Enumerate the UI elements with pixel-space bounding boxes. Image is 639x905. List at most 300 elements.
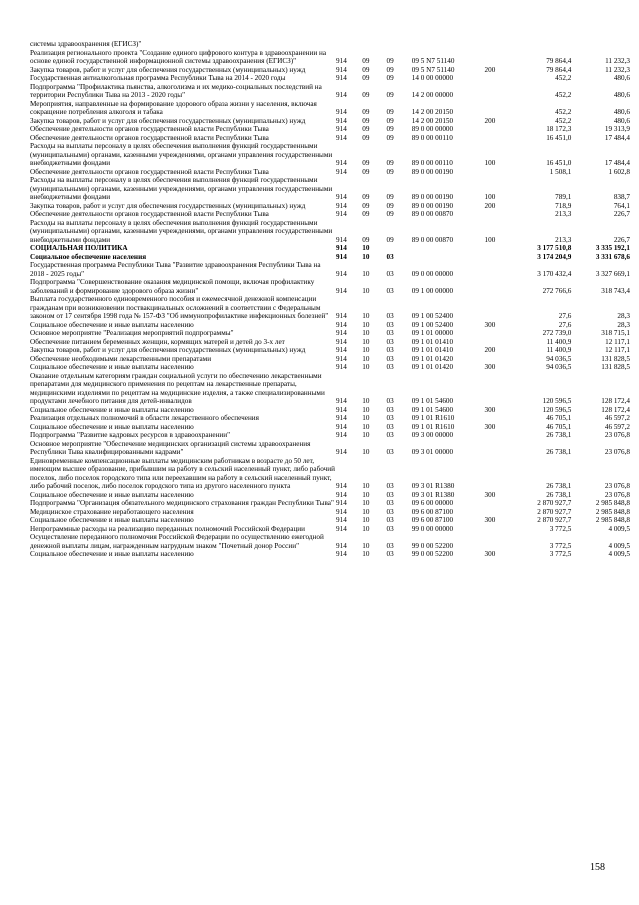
page-number: 158 xyxy=(590,862,605,873)
target-item-code: 09 5 N7 51140 xyxy=(411,65,455,74)
table-row xyxy=(30,440,630,457)
table-row xyxy=(30,244,630,253)
target-item-code: 89 0 00 00870 xyxy=(411,210,454,218)
ministry-code: 914 xyxy=(336,235,347,244)
expense-type-code: 200 xyxy=(484,65,496,74)
amount-year-2: 2 985 848,8 xyxy=(595,499,630,507)
ministry-code: 914 xyxy=(336,65,347,74)
row-name: Социальное обеспечение и иные выплаты населению xyxy=(30,490,194,499)
expense-type-code xyxy=(485,499,511,508)
target-item-code xyxy=(412,244,485,253)
expense-type-code xyxy=(485,329,511,338)
target-item-code: 09 6 00 87100 xyxy=(411,507,454,516)
row-name: Обеспечение деятельности органов государственной власти Республики Тыва xyxy=(30,210,269,218)
section-code: 10 xyxy=(362,550,370,558)
amount-year-2: 480,6 xyxy=(613,116,630,125)
section-code: 10 xyxy=(362,524,370,533)
section-code: 09 xyxy=(362,91,370,99)
amount-year-1: 11 400,9 xyxy=(546,337,572,346)
subsection-code xyxy=(387,244,412,253)
amount-year-2: 226,7 xyxy=(613,235,630,244)
row-name: Социальное обеспечение населения xyxy=(30,252,147,261)
row-name: Подпрограмма "Организация обязательного медицинского страхования граждан Республики Тыва" xyxy=(30,499,334,507)
ministry-code: 914 xyxy=(336,431,347,439)
target-item-code: 89 0 00 00190 xyxy=(411,201,454,210)
subsection-code: 03 xyxy=(386,414,394,422)
target-item-code: 09 6 00 87100 xyxy=(411,516,454,524)
section-code: 10 xyxy=(362,252,370,261)
subsection-code: 03 xyxy=(386,320,394,329)
amount-year-1: 26 738,1 xyxy=(546,490,572,499)
table-row xyxy=(30,499,630,508)
amount-year-1: 272 766,6 xyxy=(542,286,572,295)
target-item-code: 09 1 00 52400 xyxy=(411,320,454,329)
section-code: 10 xyxy=(362,312,370,320)
row-name: Оказание отдельным категориям граждан социальной услуги по обеспечению лекарственными препаратами для медицинского применения по рецептам на лекарственные препараты, медицинскими изделиями по рецептам на медицинские изделия, а также специализированными продуктами лечебного питания для детей-инвалидов xyxy=(30,371,325,405)
expense-type-code xyxy=(485,261,511,278)
ministry-code: 914 xyxy=(336,133,347,142)
expense-type-code: 300 xyxy=(484,405,496,414)
section-code: 10 xyxy=(362,516,370,524)
amount-year-2: 46 597,2 xyxy=(604,414,630,422)
row-name: Закупка товаров, работ и услуг для обеспечения государственных (муниципальных) нужд xyxy=(30,116,306,125)
expense-type-code: 100 xyxy=(484,159,496,167)
amount-year-1: 26 738,1 xyxy=(546,448,572,456)
subsection-code: 03 xyxy=(386,482,394,490)
amount-year-1: 3 177 510,8 xyxy=(537,244,572,252)
target-item-code: 09 1 01 01420 xyxy=(411,363,454,371)
ministry-code: 914 xyxy=(336,354,347,363)
section-code: 10 xyxy=(362,414,370,422)
target-item-code: 09 1 00 52400 xyxy=(411,312,454,320)
expense-type-code: 300 xyxy=(484,422,496,431)
amount-year-2: 28,3 xyxy=(617,320,630,329)
subsection-code: 03 xyxy=(386,516,394,524)
ministry-code: 914 xyxy=(336,490,347,499)
expense-type-code xyxy=(485,74,511,83)
section-code: 10 xyxy=(362,329,370,337)
expense-type-code: 200 xyxy=(484,201,496,210)
table-row xyxy=(30,66,630,75)
target-item-code: 14 2 00 20150 xyxy=(411,116,454,125)
amount-year-2: 318 743,4 xyxy=(601,286,630,295)
row-name: Социальное обеспечение и иные выплаты населению xyxy=(30,550,194,558)
section-code: 10 xyxy=(362,422,370,431)
subsection-code: 09 xyxy=(386,74,394,82)
target-item-code: 09 1 01 R1610 xyxy=(411,414,455,422)
section-code: 10 xyxy=(362,244,370,252)
section-code: 09 xyxy=(362,210,370,218)
table-row xyxy=(30,168,630,177)
subsection-code: 03 xyxy=(386,422,394,431)
expense-type-code: 300 xyxy=(484,550,496,558)
ministry-code: 914 xyxy=(336,507,347,516)
amount-year-1: 94 036,5 xyxy=(546,354,572,363)
target-item-code: 09 3 00 00000 xyxy=(411,431,454,439)
expense-type-code xyxy=(485,125,511,134)
section-code: 10 xyxy=(362,337,370,346)
amount-year-2: 17 484,4 xyxy=(604,159,630,167)
subsection-code: 03 xyxy=(386,354,394,363)
row-name: Подпрограмма "Развитие кадровых ресурсов в здравоохранении" xyxy=(30,431,231,439)
subsection-code: 03 xyxy=(386,337,394,346)
amount-year-1: 718,9 xyxy=(555,201,572,210)
table-row xyxy=(30,423,630,432)
subsection-code: 03 xyxy=(386,541,394,550)
section-code: 10 xyxy=(362,363,370,371)
ministry-code: 914 xyxy=(336,516,347,524)
subsection-code: 09 xyxy=(386,201,394,210)
ministry-code: 914 xyxy=(336,329,347,337)
amount-year-2: 46 597,2 xyxy=(604,422,630,431)
ministry-code: 914 xyxy=(336,363,347,371)
target-item-code: 99 0 00 00000 xyxy=(411,524,454,533)
amount-year-2: 480,6 xyxy=(613,91,630,99)
amount-year-2: 23 076,8 xyxy=(604,448,630,456)
subsection-code: 09 xyxy=(386,108,394,116)
amount-year-1: 16 451,0 xyxy=(546,133,572,142)
table-row xyxy=(30,533,630,550)
subsection-code: 09 xyxy=(386,167,394,176)
expense-type-code xyxy=(485,83,511,100)
subsection-code: 03 xyxy=(386,405,394,414)
ministry-code: 914 xyxy=(336,397,347,405)
row-name: Расходы на выплаты персоналу в целях обеспечения выполнения функций государственными (муниципальными) органами, казенными учреждениями, органами управления государственными внебюджетными фондами xyxy=(30,142,333,167)
amount-year-1: 3 170 432,4 xyxy=(537,269,572,278)
expense-type-code xyxy=(485,168,511,177)
target-item-code: 09 5 N7 51140 xyxy=(411,57,455,65)
subsection-code: 09 xyxy=(386,125,394,133)
target-item-code: 09 1 01 54600 xyxy=(411,405,454,414)
section-code: 09 xyxy=(362,116,370,125)
amount-year-1 xyxy=(511,40,572,49)
section-code: 10 xyxy=(362,482,370,490)
expense-type-code xyxy=(485,525,511,534)
table-row xyxy=(30,134,630,143)
expense-type-code xyxy=(485,533,511,550)
ministry-code: 914 xyxy=(336,499,347,507)
amount-year-2: 23 076,8 xyxy=(604,482,630,490)
section-code: 10 xyxy=(362,448,370,456)
target-item-code: 14 2 00 20150 xyxy=(411,108,454,116)
section-code: 09 xyxy=(362,74,370,82)
expense-type-code: 300 xyxy=(484,516,496,524)
ministry-code: 914 xyxy=(336,116,347,125)
row-name: Реализация регионального проекта "Создание единого цифрового контура в здравоохранении на основе единой государственной информационной системы здравоохранения (ЕГИСЗ)" xyxy=(30,48,327,65)
ministry-code: 914 xyxy=(336,193,347,201)
amount-year-1: 2 870 927,7 xyxy=(537,516,572,524)
target-item-code xyxy=(412,40,485,49)
target-item-code: 89 0 00 00110 xyxy=(411,159,453,167)
row-name: Социальное обеспечение и иные выплаты населению xyxy=(30,320,194,329)
amount-year-2: 128 172,4 xyxy=(601,397,630,405)
table-row xyxy=(30,100,630,117)
ministry-code: 914 xyxy=(336,414,347,422)
subsection-code: 03 xyxy=(386,363,394,371)
section-code: 10 xyxy=(362,346,370,354)
expense-type-code xyxy=(485,431,511,440)
amount-year-2: 17 484,4 xyxy=(604,133,630,142)
ministry-code: 914 xyxy=(336,167,347,176)
ministry-code: 914 xyxy=(336,244,347,252)
target-item-code: 89 0 00 00190 xyxy=(411,167,454,176)
amount-year-1: 11 400,9 xyxy=(546,346,572,354)
amount-year-2: 4 009,5 xyxy=(608,550,630,558)
budget-table xyxy=(30,40,630,559)
subsection-code: 09 xyxy=(386,235,394,244)
amount-year-2: 480,6 xyxy=(613,74,630,82)
amount-year-1: 3 772,5 xyxy=(549,524,572,533)
amount-year-1: 46 705,1 xyxy=(546,422,572,431)
section-code: 10 xyxy=(362,431,370,439)
amount-year-2: 2 985 848,8 xyxy=(595,516,630,524)
ministry-code: 914 xyxy=(336,320,347,329)
table-row xyxy=(30,321,630,330)
row-name: Социальное обеспечение и иные выплаты населению xyxy=(30,516,194,524)
subsection-code: 03 xyxy=(386,329,394,337)
target-item-code: 09 0 00 00000 xyxy=(411,269,454,278)
row-name: Медицинское страхование неработающего населения xyxy=(30,507,194,516)
row-name: Обеспечение необходимыми лекарственными препаратами xyxy=(30,354,212,363)
section-code: 10 xyxy=(362,397,370,405)
ministry-code: 914 xyxy=(336,482,347,490)
expense-type-code xyxy=(485,440,511,457)
table-row xyxy=(30,295,630,321)
ministry-code: 914 xyxy=(336,125,347,133)
table-row xyxy=(30,491,630,500)
table-row xyxy=(30,329,630,338)
row-name: Основное мероприятие "Обеспечение медицинских организаций системы здравоохранения Республики Тыва квалифицированными кадрами" xyxy=(30,439,311,456)
section-code: 10 xyxy=(362,320,370,329)
subsection-code: 09 xyxy=(386,57,394,65)
amount-year-1: 79 864,4 xyxy=(546,57,572,65)
table-row xyxy=(30,125,630,134)
amount-year-1: 46 705,1 xyxy=(546,414,572,422)
ministry-code: 914 xyxy=(336,201,347,210)
amount-year-1: 26 738,1 xyxy=(546,431,572,439)
subsection-code: 03 xyxy=(386,312,394,320)
table-row xyxy=(30,219,630,245)
subsection-code: 03 xyxy=(386,269,394,278)
row-name: Непрограммные расходы на реализацию переданных полномочий Российской Федерации xyxy=(30,524,305,533)
budget-table-region xyxy=(30,40,630,559)
target-item-code: 09 1 01 54600 xyxy=(411,397,454,405)
target-item-code: 99 0 00 52200 xyxy=(411,541,454,550)
amount-year-2: 23 076,8 xyxy=(604,490,630,499)
row-name: Обеспечение деятельности органов государственной власти Республики Тыва xyxy=(30,167,269,176)
row-name: Подпрограмма "Совершенствование оказания медицинской помощи, включая профилактику заболеваний и формирование здорового образа жизни" xyxy=(30,278,315,295)
row-name: Обеспечение питанием беременных женщин, кормящих матерей и детей до 3-х лет xyxy=(30,337,285,346)
table-row xyxy=(30,261,630,278)
amount-year-2: 1 602,8 xyxy=(608,167,630,176)
table-row xyxy=(30,406,630,415)
ministry-code: 914 xyxy=(336,252,347,261)
ministry-code: 914 xyxy=(336,346,347,354)
amount-year-1: 272 739,0 xyxy=(542,329,572,337)
amount-year-1: 18 172,3 xyxy=(546,125,572,133)
section-code: 10 xyxy=(362,541,370,550)
subsection-code: 03 xyxy=(386,252,394,261)
ministry-code: 914 xyxy=(336,405,347,414)
row-name: Осуществление переданного полномочия Российской Федерации по осуществлению ежегодной денежной выплаты лицам, награжденным нагрудным знаком "Почетный донор России" xyxy=(30,533,324,550)
amount-year-1: 213,3 xyxy=(555,235,572,244)
table-row xyxy=(30,346,630,355)
amount-year-2: 11 232,3 xyxy=(605,65,630,74)
amount-year-1: 789,1 xyxy=(555,193,572,201)
ministry-code: 914 xyxy=(336,337,347,346)
amount-year-1: 120 596,5 xyxy=(542,405,572,414)
section-code: 10 xyxy=(362,490,370,499)
amount-year-1: 452,2 xyxy=(555,108,572,116)
row-name: Социальное обеспечение и иные выплаты населению xyxy=(30,363,194,371)
amount-year-1: 27,6 xyxy=(558,312,572,320)
table-row xyxy=(30,414,630,423)
ministry-code: 914 xyxy=(336,448,347,456)
section-code: 10 xyxy=(362,499,370,507)
ministry-code: 914 xyxy=(336,541,347,550)
amount-year-2 xyxy=(571,40,630,49)
expense-type-code xyxy=(485,414,511,423)
amount-year-2: 318 715,1 xyxy=(601,329,630,337)
table-row xyxy=(30,83,630,100)
expense-type-code xyxy=(485,457,511,491)
target-item-code: 89 0 00 00190 xyxy=(411,193,454,201)
expense-type-code xyxy=(485,338,511,347)
amount-year-2: 3 335 192,1 xyxy=(595,244,630,252)
subsection-code: 03 xyxy=(386,286,394,295)
amount-year-2: 23 076,8 xyxy=(604,431,630,439)
expense-type-code xyxy=(485,295,511,321)
expense-type-code: 200 xyxy=(484,346,496,354)
row-name: Государственная программа Республики Тыва "Развитие здравоохранения Республики Тыва на 2018 - 2025 годы" xyxy=(30,261,321,278)
target-item-code: 89 0 00 00000 xyxy=(411,125,454,133)
row-name: Расходы на выплаты персоналу в целях обеспечения выполнения функций государственными (муниципальными) органами, казенными учреждениями, органами управления государственными внебюджетными фондами xyxy=(30,218,333,244)
table-row xyxy=(30,210,630,219)
row-name: Социальное обеспечение и иные выплаты населению xyxy=(30,422,194,431)
target-item-code: 89 0 00 00870 xyxy=(411,235,454,244)
ministry-code: 914 xyxy=(336,210,347,218)
amount-year-2: 131 828,5 xyxy=(601,354,630,363)
subsection-code: 03 xyxy=(386,524,394,533)
section-code: 10 xyxy=(362,507,370,516)
subsection-code: 03 xyxy=(386,346,394,354)
subsection-code: 03 xyxy=(386,448,394,456)
amount-year-1: 452,2 xyxy=(555,91,572,99)
ministry-code: 914 xyxy=(336,159,347,167)
target-item-code: 09 6 00 00000 xyxy=(411,499,454,507)
target-item-code: 09 1 01 R1610 xyxy=(411,422,455,431)
table-row xyxy=(30,202,630,211)
section-code: 09 xyxy=(362,201,370,210)
expense-type-code: 300 xyxy=(484,363,496,371)
expense-type-code xyxy=(485,210,511,219)
amount-year-1: 27,6 xyxy=(558,320,572,329)
section-code: 09 xyxy=(362,133,370,142)
subsection-code: 09 xyxy=(386,159,394,167)
expense-type-code xyxy=(485,372,511,406)
row-name: Государственная антиалкогольная программа Республики Тыва на 2014 - 2020 годы xyxy=(30,74,286,82)
table-row xyxy=(30,516,630,525)
subsection-code: 09 xyxy=(386,91,394,99)
expense-type-code xyxy=(485,40,511,49)
expense-type-code xyxy=(485,253,511,262)
subsection-code: 03 xyxy=(386,499,394,507)
amount-year-1: 2 870 927,7 xyxy=(537,507,572,516)
table-row xyxy=(30,338,630,347)
amount-year-2: 12 117,1 xyxy=(605,337,630,346)
ministry-code: 914 xyxy=(336,422,347,431)
amount-year-2: 28,3 xyxy=(617,312,630,320)
table-row xyxy=(30,355,630,364)
amount-year-1: 452,2 xyxy=(555,116,572,125)
row-name: Выплата государственного единовременного пособия и ежемесячной денежной компенсации гражданам при возникновении поствакцинальных осложнений в соответствии с Федеральным законом от 17 сентября 1998 года № 157-ФЗ "Об иммунопрофилактике инфекционных болезней" xyxy=(30,295,329,320)
amount-year-1: 3 772,5 xyxy=(549,541,572,550)
expense-type-code xyxy=(485,278,511,295)
budget-table-body xyxy=(30,40,630,559)
subsection-code: 03 xyxy=(386,507,394,516)
ministry-code: 914 xyxy=(336,312,347,320)
table-row xyxy=(30,253,630,262)
target-item-code: 14 0 00 00000 xyxy=(411,74,454,82)
subsection-code: 09 xyxy=(386,65,394,74)
target-item-code: 99 0 00 52200 xyxy=(411,550,454,558)
row-name: Обеспечение деятельности органов государственной власти Республики Тыва xyxy=(30,125,269,133)
amount-year-2: 480,6 xyxy=(613,108,630,116)
amount-year-2: 128 172,4 xyxy=(601,405,630,414)
section-code xyxy=(362,40,386,49)
table-row xyxy=(30,363,630,372)
amount-year-2: 838,7 xyxy=(613,193,630,201)
amount-year-2: 11 232,3 xyxy=(605,57,630,65)
section-code: 09 xyxy=(362,125,370,133)
amount-year-1: 94 036,5 xyxy=(546,363,572,371)
row-name: Мероприятия, направленные на формирование здорового образа жизни у населения, включая сокращение потребления алкоголя и табака xyxy=(30,99,317,116)
subsection-code: 09 xyxy=(386,133,394,142)
amount-year-1: 1 508,1 xyxy=(549,167,572,176)
amount-year-2: 2 985 848,8 xyxy=(595,507,630,516)
row-name: системы здравоохранения (ЕГИСЗ)" xyxy=(30,40,142,48)
target-item-code: 09 1 01 00000 xyxy=(411,329,454,337)
ministry-code: 914 xyxy=(336,269,347,278)
subsection-code: 03 xyxy=(386,550,394,558)
amount-year-1: 26 738,1 xyxy=(546,482,572,490)
amount-year-1: 3 174 204,9 xyxy=(537,252,572,261)
row-name: Единовременные компенсационные выплаты медицинским работникам в возрасте до 50 лет, имеющим высшее образование, прибывшим на работу в сельский населенный пункт, либо рабочий поселок, либо поселок городского типа или переехавшим на работу в сельский населенный пункт, либо рабочий поселок, либо поселок городского типа из другого населенного пункта xyxy=(30,456,335,490)
expense-type-code xyxy=(485,355,511,364)
row-name: Основное мероприятие "Реализация мероприятий подпрограммы" xyxy=(30,329,234,337)
ministry-code: 914 xyxy=(336,108,347,116)
table-row xyxy=(30,176,630,202)
table-row xyxy=(30,40,630,49)
expense-type-code xyxy=(485,134,511,143)
expense-type-code: 300 xyxy=(484,490,496,499)
subsection-code: 09 xyxy=(386,210,394,218)
target-item-code: 09 3 01 R1380 xyxy=(411,482,455,490)
expense-type-code xyxy=(485,49,511,66)
row-name: Расходы на выплаты персоналу в целях обеспечения выполнения функций государственными (муниципальными) органами, казенными учреждениями, органами управления государственными внебюджетными фондами xyxy=(30,176,333,201)
ministry-code: 914 xyxy=(336,550,347,558)
amount-year-1: 120 596,5 xyxy=(542,397,572,405)
section-code: 09 xyxy=(362,108,370,116)
table-row xyxy=(30,508,630,517)
section-code: 09 xyxy=(362,235,370,244)
target-item-code: 14 2 00 00000 xyxy=(411,91,454,99)
subsection-code xyxy=(387,40,412,49)
row-name: СОЦИАЛЬНАЯ ПОЛИТИКА xyxy=(30,244,128,252)
amount-year-2: 19 313,9 xyxy=(604,125,630,133)
expense-type-code: 200 xyxy=(484,116,496,125)
amount-year-1: 2 870 927,7 xyxy=(537,499,572,507)
